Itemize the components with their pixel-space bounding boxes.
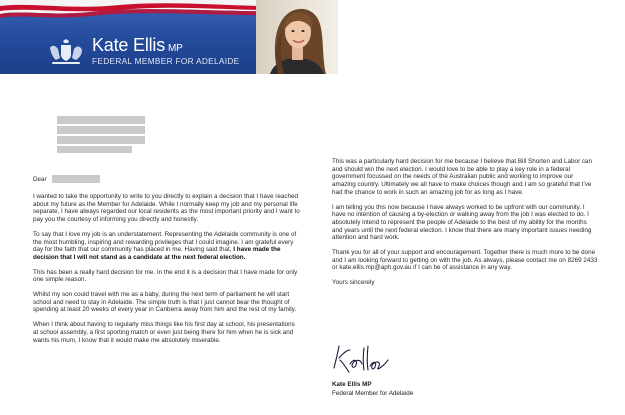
- paragraph-decision-bold: I have made the decision that I will not stand as a candidate at the next federal election.: [33, 246, 281, 261]
- paragraph-decision-text: To say that I love my job is an understatement. Representing the Adelaide community is one of the most humbling, inspiring and rewarding privileges that I could imagine. I am grateful every day for the faith that our community has placed in me. Having said that,: [33, 230, 297, 254]
- paragraph-miss-things: When I think about having to regularly miss things like his first day at school, his presentations at school assembly, a first sporting match or even just being there for him when he is sick and wants his mum, I know that it would make me absolutely miserable.: [33, 321, 295, 344]
- signatory-role: Federal Member for Adelaide: [332, 390, 414, 397]
- salutation-text: Dear: [33, 176, 47, 183]
- member-name-text: Kate Ellis: [92, 35, 166, 55]
- signatory-name: Kate Ellis MP: [332, 381, 372, 388]
- coat-of-arms-icon: [46, 38, 86, 68]
- handwritten-signature: [330, 338, 392, 378]
- letter-left-column: [33, 193, 301, 351]
- paragraph-hard-decision: This has been a really hard decision for me. In the end it is a decision that I have made for only one simple reason.: [33, 268, 298, 284]
- letter-right-column: [332, 158, 598, 294]
- redacted-address-line-4: [57, 146, 132, 153]
- paragraph-upfront: I am telling you this now because I have always worked to be upfront with our community. I have no intention of causing a by-election or walking away from the job I was elected to do. I absolutely intend to represent the people of Adelaide to the best of my ability for the months and years until the next federal election. I know that there are many important issues needing attention and hard work.: [332, 203, 592, 242]
- member-name: [92, 35, 183, 56]
- redacted-recipient-name: [52, 175, 100, 183]
- paragraph-son-school: Whilst my son could travel with me as a baby, during the next term of parliament he will start school and need to stay in Adelaide. The simple truth is that I just cannot bear the thought of spending at least 20 weeks of every year in Canberra away from him and the rest of my family.: [33, 291, 297, 314]
- paragraph-thank-you: Thank you for all of your support and encouragement. Together there is much more to be done and I am looking forward to getting on with the job. As always, please contact me on 8269 2433 or kate.ellis.mp@aph.gov.au if I can be of assistance in any way.: [332, 249, 598, 272]
- letterhead-banner: [0, 0, 338, 74]
- salutation: [33, 176, 47, 183]
- member-subtitle: FEDERAL MEMBER FOR ADELAIDE: [92, 56, 240, 66]
- paragraph-decision: [33, 231, 301, 262]
- paragraph-labor-win: This was a particularly hard decision for me because I believe that Bill Shorten and Labor can and should win the next election. I would love to be able to play a key role in a federal government focussed on the needs of the Australian public and working to improve our amazing country. Ultimately we all have to make choices though and I am so grateful that I've had the chance to work in such an amazing job for as long as I have.: [332, 158, 593, 196]
- member-photo: [256, 0, 338, 74]
- paragraph-intro: I wanted to take the opportunity to write to you directly to explain a decision that I have reached about my future as the Member for Adelaide. While I normally keep my job and my personal life separate, I have always regarded our local residents as the most important priority and I want to pay you the courtesy of informing you directly and honestly.: [33, 193, 300, 224]
- redacted-address-line-2: [57, 126, 145, 134]
- closing-text: Yours sincerely: [332, 279, 375, 287]
- member-name-suffix: MP: [168, 43, 183, 54]
- redacted-address-line-3: [57, 136, 145, 144]
- redacted-address-line-1: [57, 116, 145, 124]
